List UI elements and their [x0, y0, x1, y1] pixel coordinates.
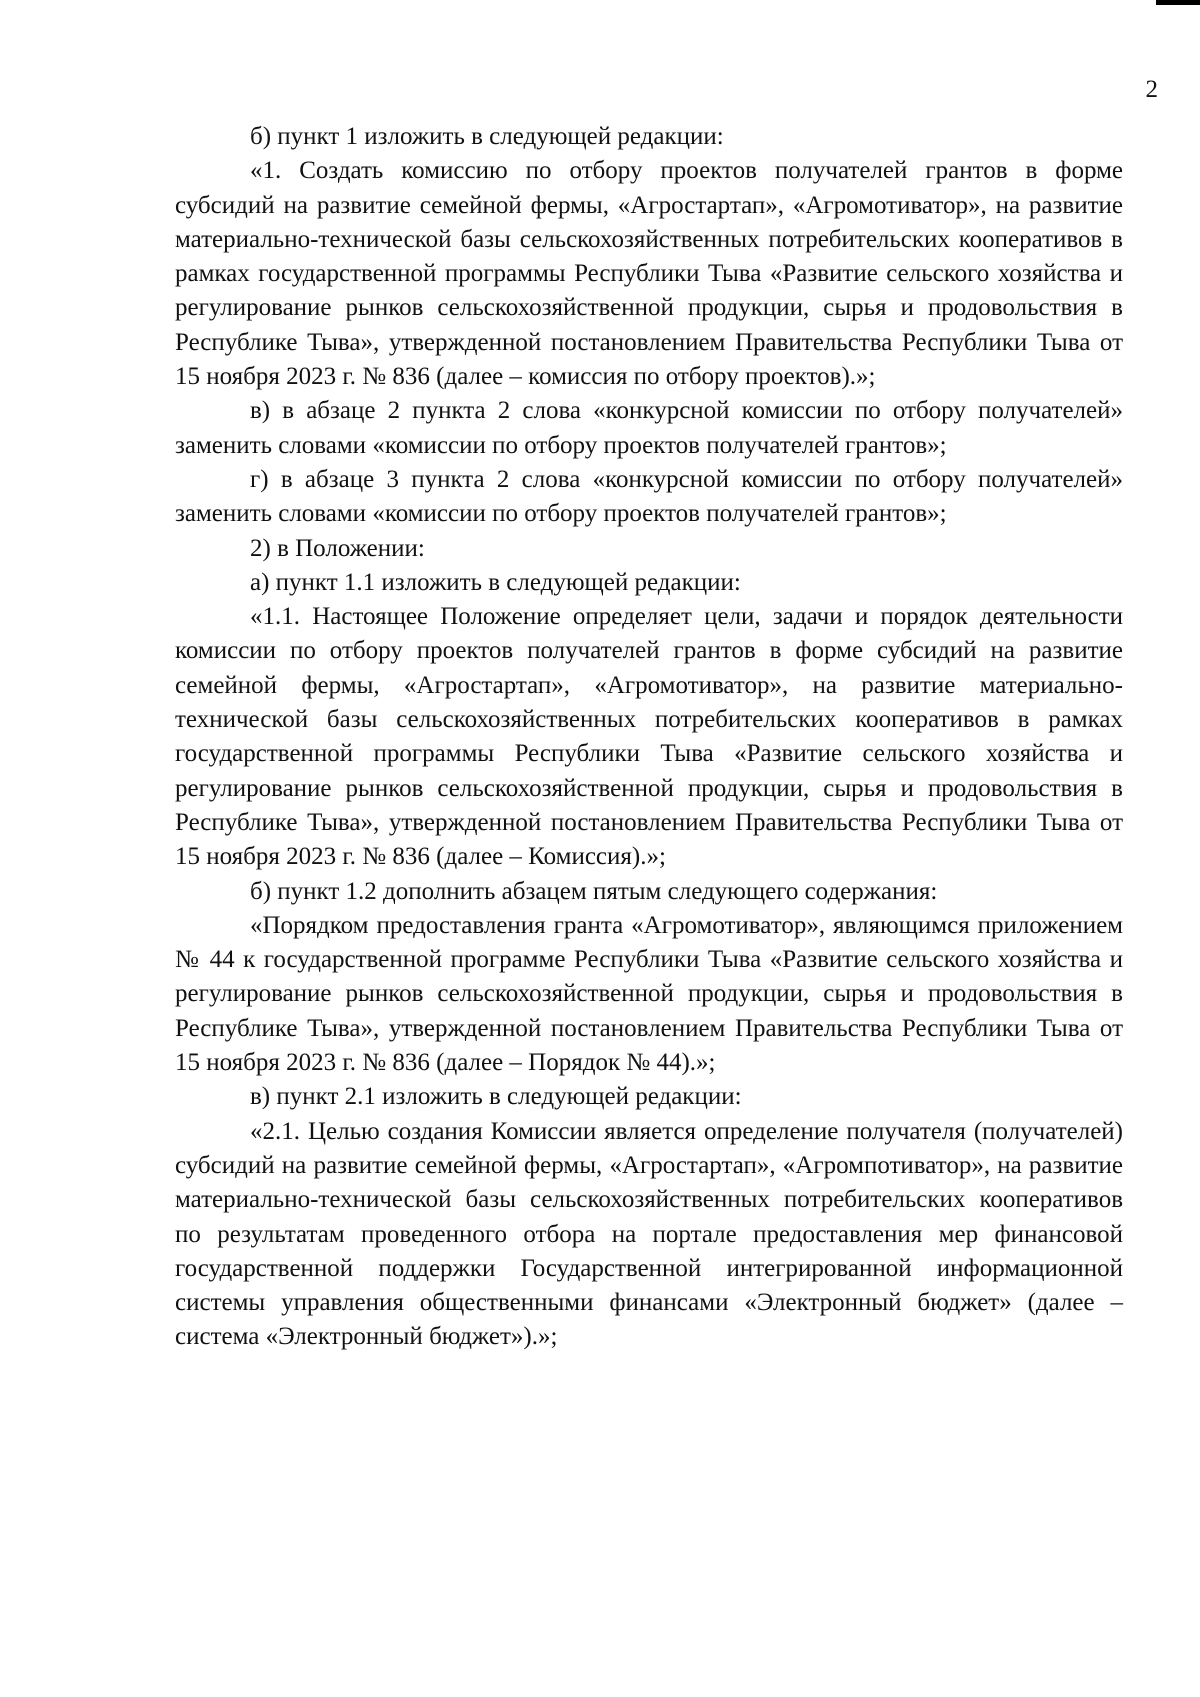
paragraph-2b-text: «Порядком предоставления гранта «Агромотиватор», являющимся приложением № 44 к государственной программе Республики Тыва «Развитие сельского хозяйства и регулирование рынков сельскохозяйственной продукции, сырья и продовольствия в Республике Тыва», утвержденной постановлением Правительства Республики Тыва от 15 ноября 2023 г. № 836 (далее – Порядок № 44).»; — [175, 911, 1123, 1077]
document-body — [175, 120, 1123, 1355]
paragraph-2v-text: «2.1. Целью создания Комиссии является определение получателя (получателей) субсидий на развитие семейной фермы, «Агростартап», «Агромпотиватор», на развитие материально-технической базы сельскохозяйственных потребительских кооперативов по результатам проведенного отбора на портале предоставления мер финансовой государственной поддержки Государственной интегрированной информационной системы управления общественными финансами «Электронный бюджет» (далее – система «Электронный бюджет»).»; — [175, 1117, 1123, 1351]
paragraph-1b-text: «1. Создать комиссию по отбору проектов получателей грантов в форме субсидий на развитие семейной фермы, «Агростартап», «Агромотиватор», на развитие материально-технической базы сельскохозяйственных потребительских кооперативов в рамках государственной программы Республики Тыва «Развитие сельского хозяйства и регулирование рынков сельскохозяйственной продукции, сырья и продовольствия в Республике Тыва», утвержденной постановлением Правительства Республики Тыва от 15 ноября 2023 г. № 836 (далее – комиссия по отбору проектов).»; — [175, 157, 1123, 391]
paragraph-2: 2) в Положении: — [250, 534, 425, 562]
paragraph-1b: б) пункт 1 изложить в следующей редакции: — [250, 123, 724, 150]
paragraph-2v: в) пункт 2.1 изложить в следующей редакции: — [250, 1083, 742, 1111]
paragraph-2a-text: «1.1. Настоящее Положение определяет цели, задачи и порядок деятельности комиссии по отбору проектов получателей грантов в форме субсидий на развитие семейной фермы, «Агростартап», «Агромотиватор», на развитие материально-технической базы сельскохозяйственных потребительских кооперативов в рамках государственной программы Республики Тыва «Развитие сельского хозяйства и регулирование рынков сельскохозяйственной продукции, сырья и продовольствия в Республике Тыва», утвержденной постановлением Правительства Республики Тыва от 15 ноября 2023 г. № 836 (далее – Комиссия).»; — [175, 603, 1123, 871]
scan-edge-mark — [1156, 0, 1200, 5]
page-number: 2 — [1145, 76, 1158, 103]
paragraph-1v: в) в абзаце 2 пункта 2 слова «конкурсной комиссии по отбору получателей» заменить словами «комиссии по отбору проектов получателей грантов»; — [175, 397, 1123, 459]
paragraph-2a: а) пункт 1.1 изложить в следующей редакции: — [250, 568, 741, 596]
paragraph-1g: г) в абзаце 3 пункта 2 слова «конкурсной комиссии по отбору получателей» заменить словами «комиссии по отбору проектов получателей грантов»; — [175, 465, 1123, 528]
paragraph-2b: б) пункт 1.2 дополнить абзацем пятым следующего содержания: — [250, 877, 938, 905]
